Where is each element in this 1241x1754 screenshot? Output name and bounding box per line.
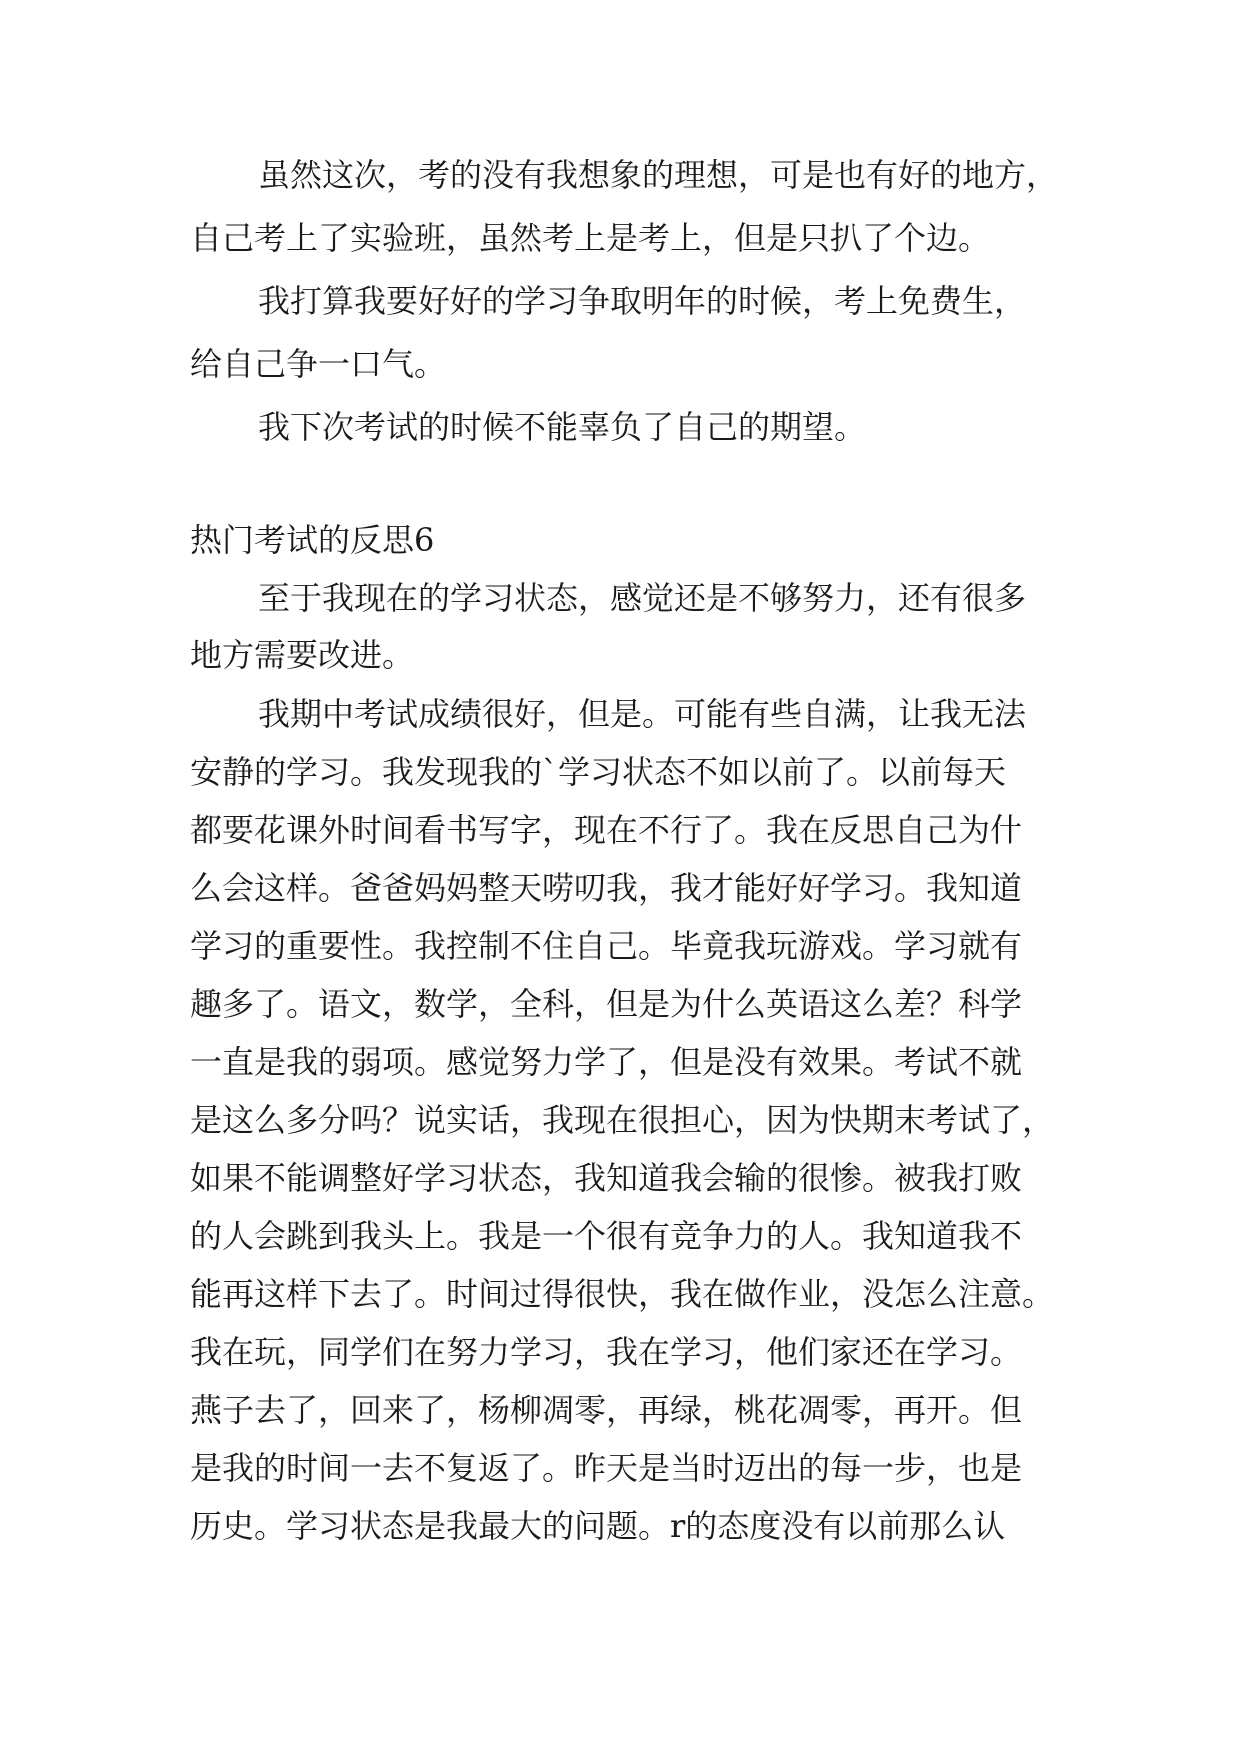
paragraph-line: 能再这样下去了。时间过得很快，我在做作业，没怎么注意。	[190, 1275, 1055, 1313]
paragraph-line: 至于我现在的学习状态，感觉还是不够努力，还有很多	[258, 579, 1027, 617]
paragraph-line: 如果不能调整好学习状态，我知道我会输的很惨。被我打败	[190, 1159, 1023, 1197]
paragraph-line: 自己考上了实验班，虽然考上是考上，但是只扒了个边。	[190, 219, 991, 257]
paragraph-line: 都要花课外时间看书写字，现在不行了。我在反思自己为什	[190, 811, 1023, 849]
paragraph-line: 么会这样。爸爸妈妈整天唠叨我，我才能好好学习。我知道	[190, 869, 1023, 907]
paragraph-line: 趣多了。语文，数学，全科，但是为什么英语这么差？科学	[190, 985, 1023, 1023]
paragraph-line: 的人会跳到我头上。我是一个很有竞争力的人。我知道我不	[190, 1217, 1023, 1255]
paragraph-line: 是这么多分吗？说实话，我现在很担心，因为快期末考试了，	[190, 1101, 1055, 1139]
paragraph-line: 一直是我的弱项。感觉努力学了，但是没有效果。考试不就	[190, 1043, 1023, 1081]
paragraph-line: 地方需要改进。	[190, 636, 415, 674]
paragraph-line: 我下次考试的时候不能辜负了自己的期望。	[258, 408, 867, 446]
paragraph-line: 我期中考试成绩很好，但是。可能有些自满，让我无法	[258, 695, 1027, 733]
paragraph-line: 安静的学习。我发现我的`学习状态不如以前了。以前每天	[190, 753, 1007, 791]
paragraph-line: 虽然这次，考的没有我想象的理想，可是也有好的地方，	[258, 156, 1059, 194]
paragraph-line: 给自己争一口气。	[190, 345, 447, 383]
paragraph-line: 历史。学习状态是我最大的问题。r的态度没有以前那么认	[190, 1507, 1006, 1545]
paragraph-line: 燕子去了，回来了，杨柳凋零，再绿，桃花凋零，再开。但	[190, 1391, 1023, 1429]
paragraph-line: 我在玩，同学们在努力学习，我在学习，他们家还在学习。	[190, 1333, 1023, 1371]
paragraph-line: 是我的时间一去不复返了。昨天是当时迈出的每一步，也是	[190, 1449, 1023, 1487]
paragraph-line: 学习的重要性。我控制不住自己。毕竟我玩游戏。学习就有	[190, 927, 1023, 965]
paragraph-line: 我打算我要好好的学习争取明年的时候，考上免费生，	[258, 282, 1027, 320]
section-title: 热门考试的反思6	[190, 521, 435, 559]
